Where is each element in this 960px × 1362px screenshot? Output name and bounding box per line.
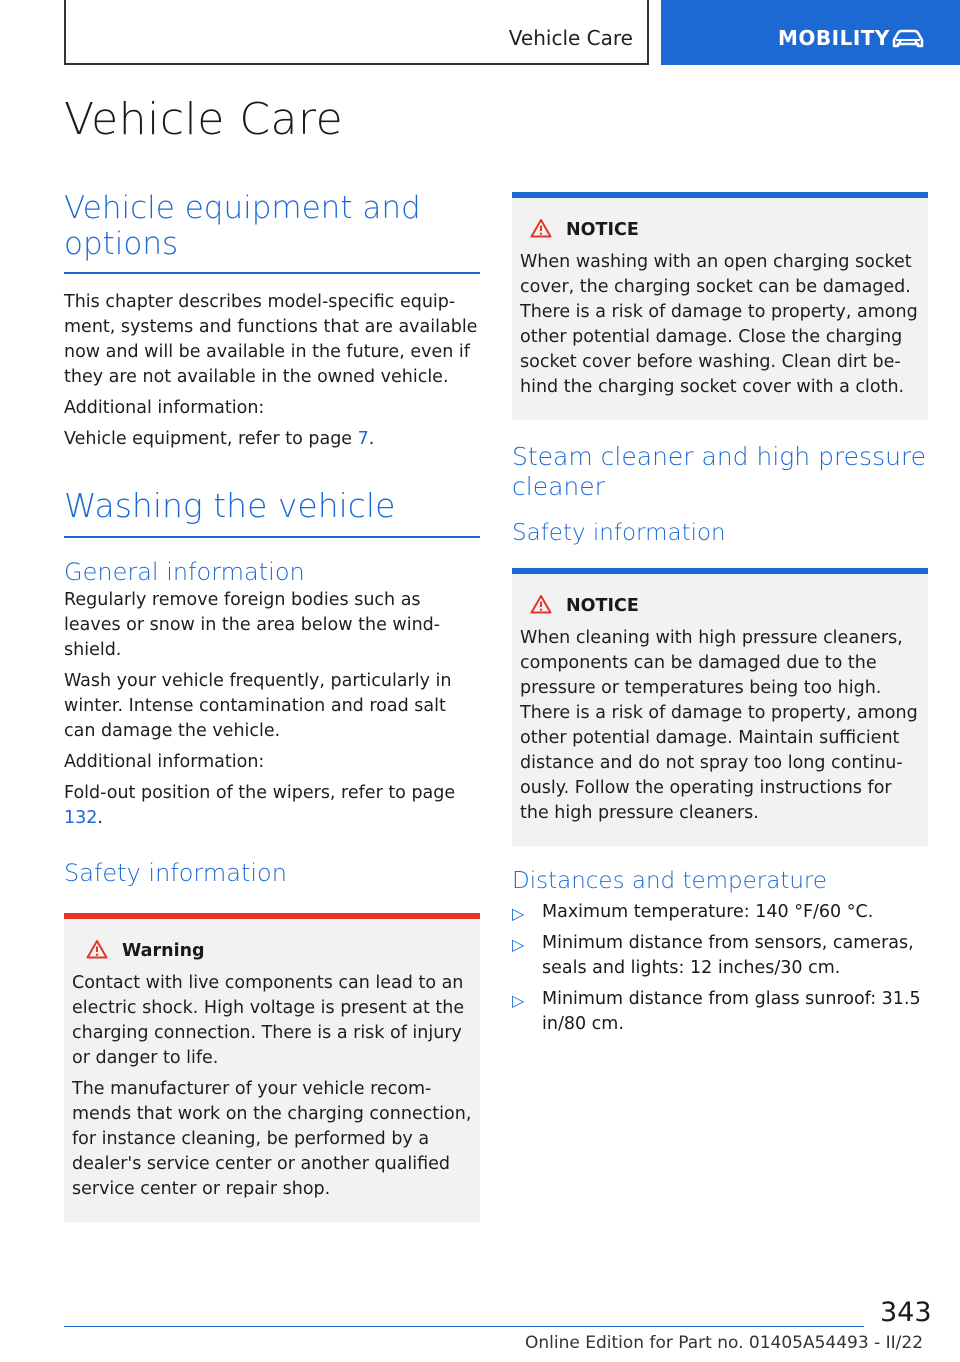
header-chapter-tab[interactable]: [661, 0, 960, 65]
warning-header: [86, 939, 472, 963]
warning-triangle-icon: [530, 594, 552, 618]
wipers-reference: Fold-out position of the wipers, refer to page 132.: [64, 783, 456, 828]
equipment-heading: Vehicle equipment and options: [64, 190, 421, 262]
notice-label: NOTICE: [566, 596, 639, 616]
warning-paragraph-2: The manufacturer of your vehicle recom-mends that work on the charging connection, for instance cleaning, be performed by a dealer's service center or another qualified service center or repair shop.: [72, 1079, 472, 1199]
notice-header: [530, 594, 920, 618]
warning-paragraph-1: Contact with live components can lead to an electric shock. High voltage is present at the charging connection. There is a risk of injury or danger to life.: [72, 973, 465, 1068]
notice-header: [530, 218, 920, 242]
washing-heading: Washing the vehicle: [64, 486, 396, 525]
page-link-132[interactable]: 132: [64, 808, 98, 828]
bullet-arrow-icon: ▷: [512, 904, 525, 923]
notice-box-pressure: [512, 568, 928, 846]
footer-rule: [64, 1326, 864, 1327]
general-information-heading: General information: [64, 558, 305, 586]
steam-cleaner-heading: Steam cleaner and high pressure cleaner: [512, 442, 927, 501]
notice-box-washing: [512, 192, 928, 420]
list-item: ▷ Maximum temperature: 140 °F/60 °C.: [512, 900, 928, 925]
equipment-paragraph: This chapter describes model-specific equip-ment, systems and functions that are available now and will be available in the future, even if they are not available in the owned vehicle.: [64, 292, 478, 387]
car-icon: [891, 28, 925, 54]
notice-label: NOTICE: [566, 220, 639, 240]
distances-list: [512, 900, 928, 1037]
equipment-additional-label: Additional information:: [64, 398, 265, 418]
distances-heading: Distances and temperature: [512, 868, 828, 894]
right-column: [512, 192, 928, 1043]
steam-safety-heading: Safety information: [512, 520, 726, 546]
general-additional-label: Additional information:: [64, 752, 265, 772]
page-number: 343: [880, 1297, 932, 1328]
general-paragraph-1: Regularly remove foreign bodies such as leaves or snow in the area below the wind-shield.: [64, 590, 441, 660]
page-title: Vehicle Care: [64, 94, 344, 145]
equipment-reference: Vehicle equipment, refer to page 7.: [64, 429, 375, 449]
warning-triangle-icon: [530, 218, 552, 242]
bullet-arrow-icon: ▷: [512, 991, 525, 1010]
warning-label: Warning: [122, 941, 205, 961]
warning-box: [64, 913, 480, 1222]
bullet-arrow-icon: ▷: [512, 935, 525, 954]
general-paragraph-2: Wash your vehicle frequently, particularly in winter. Intense contamination and road salt can damage the vehicle.: [64, 671, 452, 741]
page-link-7[interactable]: 7: [357, 429, 369, 449]
equipment-rule: [64, 272, 480, 274]
safety-information-heading: Safety information: [64, 859, 287, 887]
notice-text: When washing with an open charging socket cover, the charging socket can be damaged. There is a risk of damage to property, among other potential damage. Close the charging socket cover before washing. Clean dirt be-hind the charging socket cover with a cloth.: [520, 252, 918, 397]
header-section-title: Vehicle Care: [508, 26, 633, 50]
header-section-box: [64, 0, 649, 65]
footer-edition: Online Edition for Part no. 01405A54493 - II/22: [525, 1333, 924, 1353]
washing-rule: [64, 536, 480, 538]
warning-triangle-icon: [86, 939, 108, 963]
list-item: ▷ Minimum distance from sensors, cameras, seals and lights: 12 inches/30 cm.: [512, 933, 914, 978]
left-column: [64, 190, 480, 1222]
notice-text: When cleaning with high pressure cleaners, components can be damaged due to the pressure or temperatures being too high. There is a risk of damage to property, among other potential damage. Maintain sufficient distance and do not spray too long continu-ously. Follow the operating instructions for the high pressure cleaners.: [520, 628, 918, 823]
list-item: ▷ Minimum distance from glass sunroof: 31.5 in/80 cm.: [512, 989, 921, 1034]
header-chapter-label: MOBILITY: [778, 26, 890, 50]
